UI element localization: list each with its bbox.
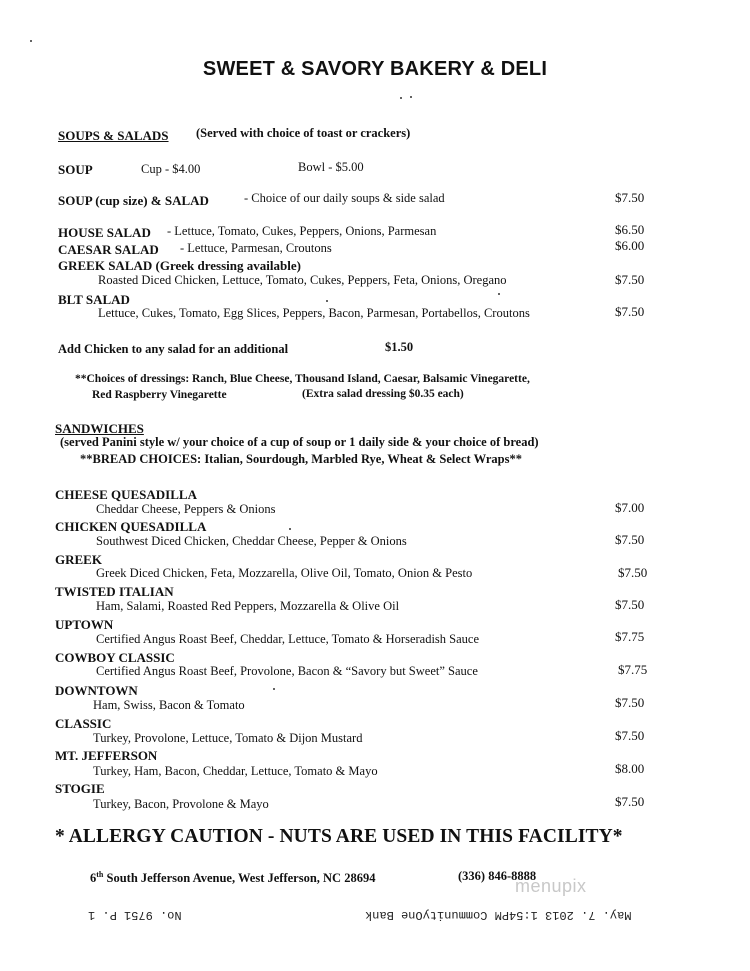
sandwich-name: DOWNTOWN <box>55 683 138 698</box>
sandwich-price: $7.50 <box>615 532 645 547</box>
sandwich-desc: Cheddar Cheese, Peppers & Onions <box>96 502 276 516</box>
watermark: menupix <box>515 876 587 896</box>
sandwich-desc: Certified Angus Roast Beef, Provolone, Bacon & “Savory but Sweet” Sauce <box>96 664 478 678</box>
address-street: South Jefferson Avenue, West Jefferson, NC 28694 <box>106 871 376 886</box>
dressings-line-1: **Choices of dressings: Ranch, Blue Cheese, Thousand Island, Caesar, Balsamic Vinegarette, <box>75 373 530 385</box>
address-suffix: th <box>96 870 104 879</box>
sandwich-price: $8.00 <box>615 761 645 776</box>
soup-bowl-price: Bowl - $5.00 <box>298 160 364 174</box>
scan-speck <box>273 688 275 690</box>
sandwich-name: COWBOY CLASSIC <box>55 650 175 665</box>
sandwich-name: GREEK <box>55 552 102 567</box>
sandwich-price: $7.50 <box>615 794 645 809</box>
sandwiches-heading: SANDWICHES <box>55 421 144 436</box>
scan-speck <box>289 528 291 530</box>
greek-salad-desc: Roasted Diced Chicken, Lettuce, Tomato, Cukes, Peppers, Feta, Onions, Oregano <box>98 273 507 287</box>
soup-cup-price: Cup - $4.00 <box>141 162 201 176</box>
soups-salads-note: (Served with choice of toast or crackers) <box>196 126 411 140</box>
sandwich-name: CHEESE QUESADILLA <box>55 487 197 502</box>
sandwich-price: $7.50 <box>615 597 645 612</box>
house-salad-desc: - Lettuce, Tomato, Cukes, Peppers, Onions, Parmesan <box>167 224 437 238</box>
greek-salad-price: $7.50 <box>615 272 645 287</box>
sandwich-desc: Ham, Swiss, Bacon & Tomato <box>93 698 245 712</box>
fax-page-number: No. 9751 P. 1 <box>88 908 182 922</box>
extra-dressing-note: (Extra salad dressing $0.35 each) <box>302 388 464 400</box>
sandwich-desc: Southwest Diced Chicken, Cheddar Cheese, Pepper & Onions <box>96 534 407 548</box>
caesar-salad-desc: - Lettuce, Parmesan, Croutons <box>180 241 332 255</box>
fax-timestamp: May. 7. 2013 1:54PM CommunityOne Bank <box>365 908 632 922</box>
sandwich-desc: Certified Angus Roast Beef, Cheddar, Lettuce, Tomato & Horseradish Sauce <box>96 632 480 646</box>
sandwich-price: $7.50 <box>615 728 645 743</box>
dressings-line-2: Red Raspberry Vinegarette <box>92 389 227 401</box>
blt-salad-name: BLT SALAD <box>58 292 130 307</box>
house-salad-name: HOUSE SALAD <box>58 225 151 240</box>
greek-salad-name: GREEK SALAD (Greek dressing available) <box>58 258 301 273</box>
allergy-caution: * ALLERGY CAUTION - NUTS ARE USED IN THIS FACILITY* <box>55 826 623 847</box>
scan-speck <box>400 97 402 99</box>
sandwich-name: MT. JEFFERSON <box>55 748 158 763</box>
sandwich-name: UPTOWN <box>55 617 114 632</box>
house-salad-price: $6.50 <box>615 222 645 237</box>
caesar-salad-price: $6.00 <box>615 238 645 253</box>
sandwich-price: $7.50 <box>618 565 648 580</box>
sandwich-desc: Turkey, Ham, Bacon, Cheddar, Lettuce, Tomato & Mayo <box>93 764 378 778</box>
add-chicken-price: $1.50 <box>385 340 414 354</box>
restaurant-title: SWEET & SAVORY BAKERY & DELI <box>202 58 548 80</box>
address-number: 6 <box>90 871 97 886</box>
sandwich-name: TWISTED ITALIAN <box>55 584 174 599</box>
soup-salad-price: $7.50 <box>615 190 645 205</box>
sandwich-desc: Ham, Salami, Roasted Red Peppers, Mozzarella & Olive Oil <box>96 599 400 613</box>
sandwich-name: CHICKEN QUESADILLA <box>55 519 207 534</box>
soup-salad-name: SOUP (cup size) & SALAD <box>58 193 209 208</box>
sandwich-name: CLASSIC <box>55 716 112 731</box>
sandwich-desc: Greek Diced Chicken, Feta, Mozzarella, Olive Oil, Tomato, Onion & Pesto <box>96 566 473 580</box>
add-chicken-label: Add Chicken to any salad for an additional <box>58 342 289 356</box>
sandwich-price: $7.00 <box>615 500 645 515</box>
bread-choices: **BREAD CHOICES: Italian, Sourdough, Marbled Rye, Wheat & Select Wraps** <box>80 452 522 466</box>
address <box>90 870 375 886</box>
phone-number: (336) 846-8888 <box>458 869 537 883</box>
sandwich-price: $7.50 <box>615 695 645 710</box>
soup-name: SOUP <box>58 162 93 177</box>
soup-salad-desc: - Choice of our daily soups & side salad <box>244 191 445 205</box>
blt-salad-desc: Lettuce, Cukes, Tomato, Egg Slices, Peppers, Bacon, Parmesan, Portabellos, Croutons <box>98 306 530 320</box>
sandwich-price: $7.75 <box>618 662 648 677</box>
sandwich-desc: Turkey, Bacon, Provolone & Mayo <box>93 797 269 811</box>
sandwich-desc: Turkey, Provolone, Lettuce, Tomato & Dijon Mustard <box>93 731 363 745</box>
sandwiches-note: (served Panini style w/ your choice of a cup of soup or 1 daily side & your choice of bread) <box>60 435 539 449</box>
scan-speck <box>30 40 32 42</box>
soups-salads-heading: SOUPS & SALADS <box>58 128 169 143</box>
sandwich-price: $7.75 <box>615 629 645 644</box>
scan-speck <box>498 293 500 295</box>
blt-salad-price: $7.50 <box>615 304 645 319</box>
sandwich-name: STOGIE <box>55 781 105 796</box>
caesar-salad-name: CAESAR SALAD <box>58 242 159 257</box>
scan-speck <box>326 300 328 302</box>
scan-speck <box>410 96 412 98</box>
